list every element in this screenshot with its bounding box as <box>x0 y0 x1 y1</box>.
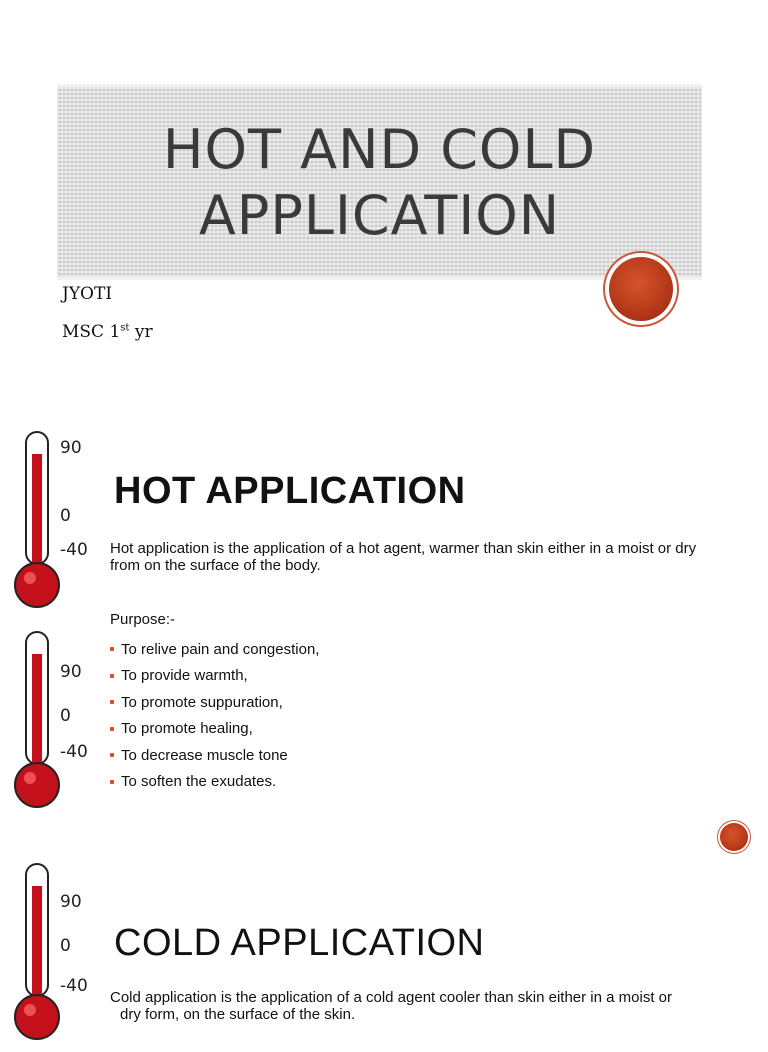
cold-definition-line-1: Cold application is the application of a cold agent cooler than skin either in a moist or <box>110 989 672 1006</box>
title-line-2: APPLICATION <box>198 184 561 247</box>
thermometer-icon <box>14 630 104 820</box>
bullet-icon <box>110 700 114 704</box>
purpose-text: To promote healing, <box>121 720 253 738</box>
thermometer-graphic <box>14 630 60 820</box>
tick-label-90: 90 <box>60 438 82 458</box>
tick-label-90: 90 <box>60 662 82 682</box>
course-main: MSC 1 <box>62 322 121 342</box>
cold-application-heading: COLD APPLICATION <box>114 922 485 964</box>
bullet-icon <box>110 753 114 757</box>
list-item <box>110 742 319 769</box>
decorative-red-circle <box>609 257 673 321</box>
thermometer-icon <box>14 430 104 620</box>
course-tail: yr <box>129 322 153 342</box>
tick-label-90: 90 <box>60 892 82 912</box>
bullet-icon <box>110 727 114 731</box>
purpose-text: To soften the exudates. <box>121 773 277 791</box>
list-item <box>110 636 319 663</box>
purpose-title: Purpose:- <box>110 611 176 628</box>
decorative-red-circle-small <box>720 823 748 851</box>
course-superscript: st <box>120 322 130 334</box>
bullet-icon <box>110 647 114 651</box>
title-banner <box>57 84 702 280</box>
cold-definition-line-2: dry form, on the surface of the skin. <box>120 1006 356 1023</box>
list-item <box>110 716 319 743</box>
tick-label-minus-40: -40 <box>60 976 88 996</box>
tick-label-minus-40: -40 <box>60 742 88 762</box>
presentation-title <box>57 117 702 249</box>
list-item <box>110 769 319 796</box>
title-line-1: HOT AND COLD <box>162 118 597 181</box>
tick-label-minus-40: -40 <box>60 540 88 560</box>
thermometer-graphic <box>14 430 60 620</box>
purpose-list <box>110 636 319 795</box>
course-label <box>62 322 153 342</box>
tick-label-0: 0 <box>60 706 71 726</box>
purpose-text: To provide warmth, <box>121 667 248 685</box>
bullet-icon <box>110 674 114 678</box>
author-name: JYOTI <box>62 284 113 304</box>
purpose-text: To decrease muscle tone <box>121 746 288 764</box>
tick-label-0: 0 <box>60 936 71 956</box>
list-item <box>110 689 319 716</box>
tick-label-0: 0 <box>60 506 71 526</box>
hot-application-heading: HOT APPLICATION <box>114 470 466 512</box>
bullet-icon <box>110 780 114 784</box>
purpose-text: To promote suppuration, <box>121 693 283 711</box>
hot-application-definition: Hot application is the application of a hot agent, warmer than skin either in a moist or dry from on the surface of the body. <box>110 540 697 574</box>
list-item <box>110 663 319 690</box>
purpose-text: To relive pain and congestion, <box>121 640 320 658</box>
cold-application-definition <box>110 989 720 1023</box>
